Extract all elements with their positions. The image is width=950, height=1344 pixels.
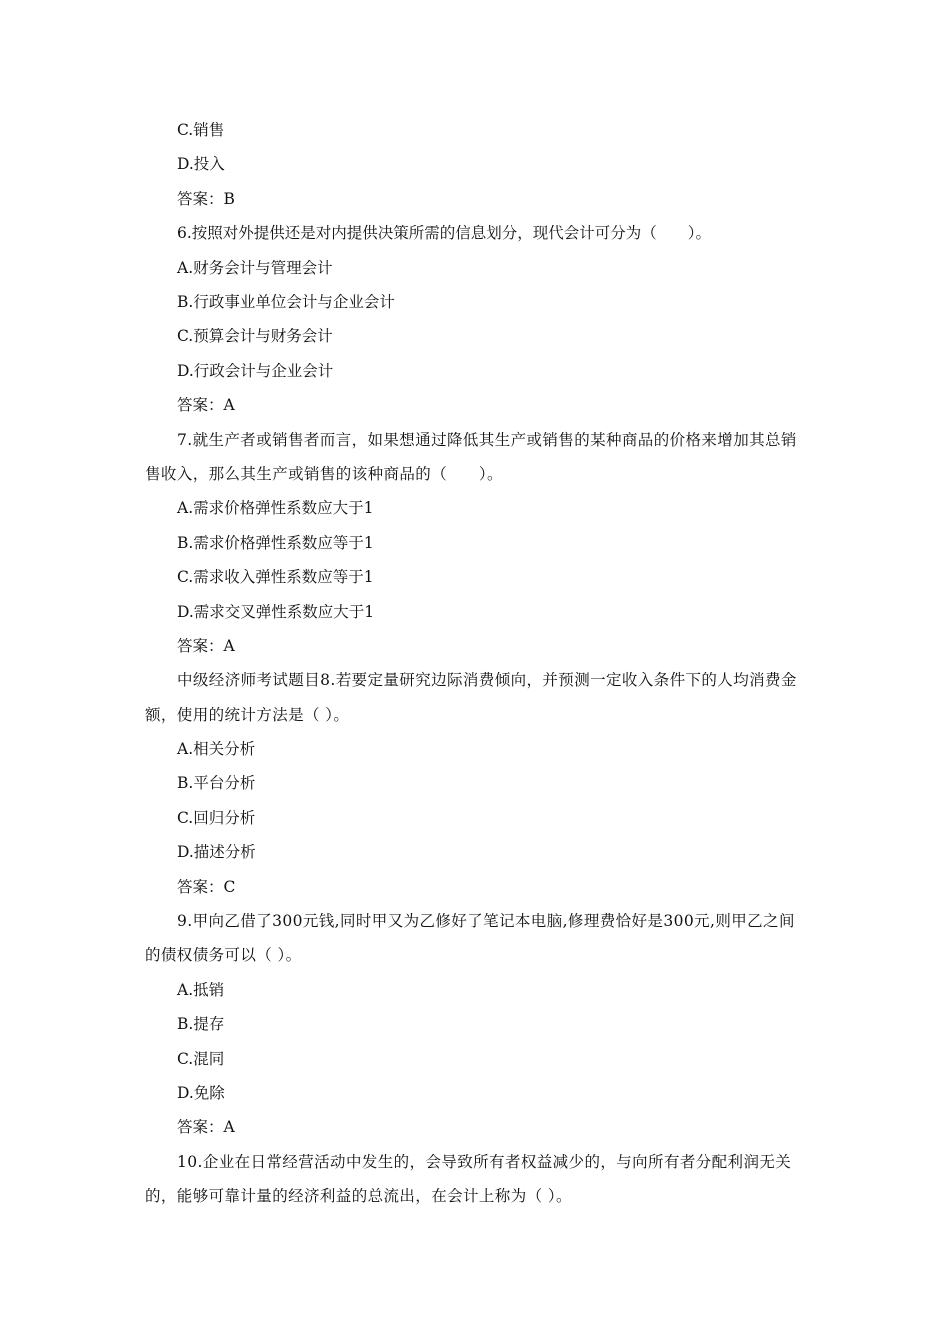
option-line: C.回归分析 [177, 808, 256, 827]
question-9: 9.甲向乙借了300元钱,同时甲又为乙修好了笔记本电脑,修理费恰好是300元,则甲乙之间的债权债务可以（ ）。 [145, 912, 795, 965]
question-7: 7.就生产者或销售者而言，如果想通过降低其生产或销售的某种商品的价格来增加其总销售收入，那么其生产或销售的该种商品的（ ）。 [145, 430, 797, 483]
option-line: C.混同 [177, 1049, 225, 1068]
answer-line: 答案：B [177, 189, 235, 208]
question-6: 6.按照对外提供还是对内提供决策所需的信息划分，现代会计可分为（ ）。 [177, 224, 712, 243]
option-line: B.行政事业单位会计与企业会计 [177, 292, 395, 311]
answer-line: 答案：A [177, 1118, 235, 1137]
option-line: A.需求价格弹性系数应大于1 [177, 499, 374, 518]
option-line: B.需求价格弹性系数应等于1 [177, 533, 374, 552]
option-line: D.投入 [177, 155, 225, 174]
answer-line: 答案：C [177, 877, 236, 896]
option-line: C.销售 [177, 121, 225, 139]
option-line: D.行政会计与企业会计 [177, 361, 334, 380]
option-line: D.描述分析 [177, 843, 256, 862]
answer-line: 答案：A [177, 396, 235, 415]
option-line: A.财务会计与管理会计 [177, 258, 333, 277]
question-8: 中级经济师考试题目8.若要定量研究边际消费倾向，并预测一定收入条件下的人均消费金额，使用的统计方法是（ ）。 [145, 671, 797, 724]
option-line: C.需求收入弹性系数应等于1 [177, 568, 374, 587]
option-line: C.预算会计与财务会计 [177, 327, 333, 346]
option-line: D.需求交叉弹性系数应大于1 [177, 602, 375, 621]
answer-line: 答案：A [177, 636, 235, 655]
option-line: D.免除 [177, 1084, 225, 1103]
option-line: A.抵销 [177, 980, 225, 999]
option-line: B.平台分析 [177, 774, 256, 793]
document-body [145, 113, 810, 1214]
question-10: 10.企业在日常经营活动中发生的，会导致所有者权益减少的，与向所有者分配利润无关的，能够可靠计量的经济利益的总流出，在会计上称为（ ）。 [145, 1152, 792, 1206]
option-line: A.相关分析 [177, 740, 256, 759]
option-line: B.提存 [177, 1015, 225, 1034]
